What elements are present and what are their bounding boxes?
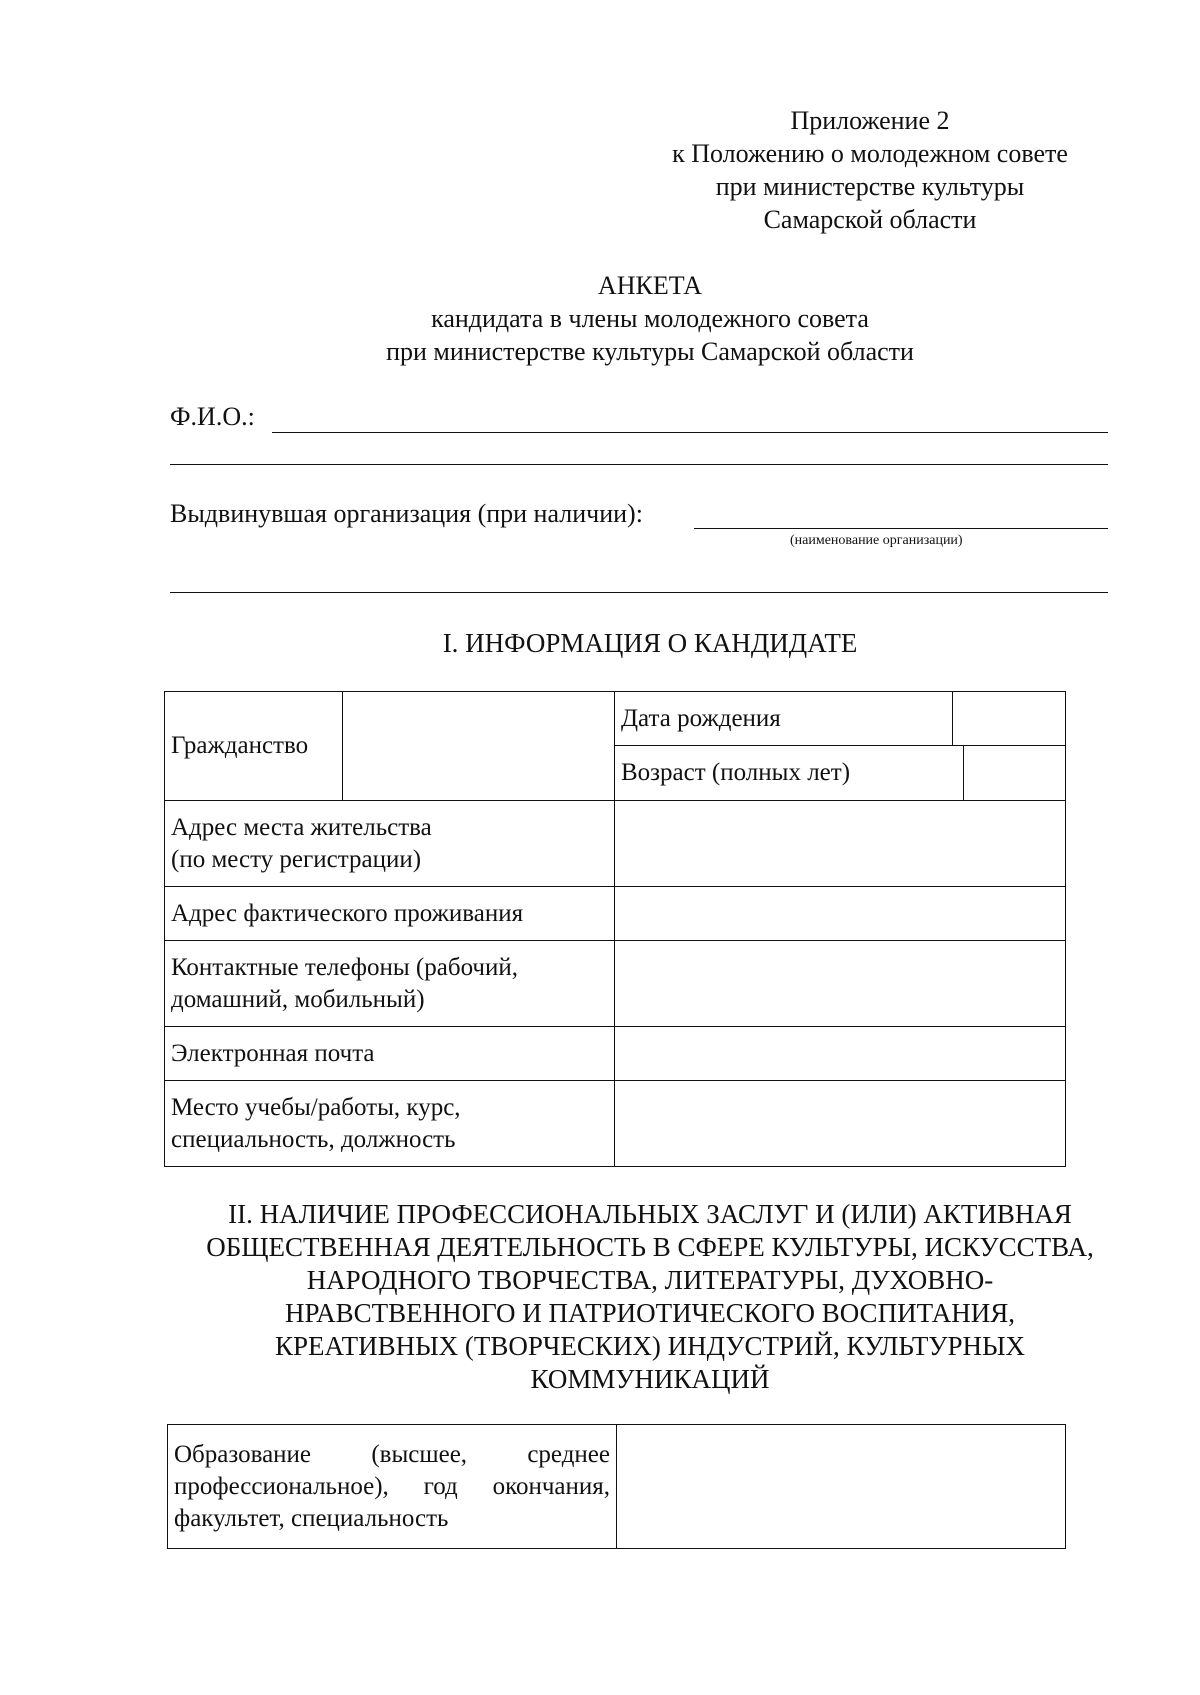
candidate-info-table: [164, 691, 1066, 1167]
appendix-line: при министерстве культуры: [715, 172, 1025, 201]
education-value-cell[interactable]: [617, 1425, 1066, 1549]
table-row: [165, 692, 1066, 746]
org-field-line[interactable]: [694, 528, 1108, 529]
section2-title-line: II. НАЛИЧИЕ ПРОФЕССИОНАЛЬНЫХ ЗАСЛУГ И (ИЛИ) АКТИВНАЯ: [228, 1199, 1072, 1229]
study-work-label: Место учебы/работы, курс, специальность, должность: [165, 1081, 615, 1167]
age-label: Возраст (полных лет): [615, 746, 964, 800]
section2-title-line: КОММУНИКАЦИЙ: [530, 1364, 770, 1394]
table-row: [165, 887, 1066, 941]
form-title-line: АНКЕТА: [597, 271, 703, 300]
registration-address-value-cell[interactable]: [615, 801, 1066, 887]
education-table: [167, 1424, 1066, 1549]
org-caption: (наименование организации): [790, 533, 963, 548]
appendix-line: к Положению о молодежном совете: [672, 139, 1068, 168]
citizenship-label: Гражданство: [165, 692, 343, 801]
section2-title-line: ОБЩЕСТВЕННАЯ ДЕЯТЕЛЬНОСТЬ В СФЕРЕ КУЛЬТУРЫ, ИСКУССТВА,: [206, 1232, 1094, 1262]
actual-address-value-cell[interactable]: [615, 887, 1066, 941]
appendix-line: Приложение 2: [790, 106, 950, 135]
section2-title-line: НАРОДНОГО ТВОРЧЕСТВА, ЛИТЕРАТУРЫ, ДУХОВНО-: [306, 1265, 994, 1295]
phones-label: Контактные телефоны (рабочий, домашний, мобильный): [165, 941, 615, 1027]
appendix-header: [600, 104, 1140, 236]
section2-title-line: НРАВСТВЕННОГО И ПАТРИОТИЧЕСКОГО ВОСПИТАНИЯ,: [285, 1298, 1015, 1328]
fio-label: Ф.И.О.:: [170, 402, 255, 431]
registration-address-label: Адрес места жительства (по месту регистрации): [165, 801, 615, 887]
age-cell: [615, 746, 1066, 801]
table-row: [165, 941, 1066, 1027]
org-label: Выдвинувшая организация (при наличии):: [170, 499, 643, 528]
section1-title: [160, 627, 1140, 660]
section2-title-line: КРЕАТИВНЫХ (ТВОРЧЕСКИХ) ИНДУСТРИЙ, КУЛЬТУРНЫХ: [274, 1331, 1026, 1361]
table-row: [165, 1027, 1066, 1081]
citizenship-value-cell[interactable]: [343, 692, 615, 801]
form-title-line: кандидата в члены молодежного совета: [431, 304, 869, 333]
org-field-line-2[interactable]: [170, 592, 1108, 593]
table-row: [168, 1425, 1066, 1549]
table-row: [165, 1081, 1066, 1167]
email-label: Электронная почта: [165, 1027, 615, 1081]
table-row: [165, 801, 1066, 887]
email-value-cell[interactable]: [615, 1027, 1066, 1081]
study-work-value-cell[interactable]: [615, 1081, 1066, 1167]
age-value-cell[interactable]: [964, 746, 1065, 800]
fio-field-line-2[interactable]: [170, 464, 1108, 465]
birth-date-label: Дата рождения: [615, 692, 953, 746]
appendix-line: Самарской области: [763, 205, 977, 234]
education-label: Образование (высшее, среднее профессиональное), год окончания, факультет, специальность: [168, 1425, 617, 1549]
section1-title-text: I. ИНФОРМАЦИЯ О КАНДИДАТЕ: [442, 628, 858, 658]
birth-date-value-cell[interactable]: [953, 692, 1066, 746]
form-title: [180, 269, 1120, 368]
phones-value-cell[interactable]: [615, 941, 1066, 1027]
fio-field-line[interactable]: [272, 432, 1108, 433]
form-title-line: при министерстве культуры Самарской области: [386, 337, 914, 366]
section2-title: [160, 1198, 1140, 1396]
actual-address-label: Адрес фактического проживания: [165, 887, 615, 941]
